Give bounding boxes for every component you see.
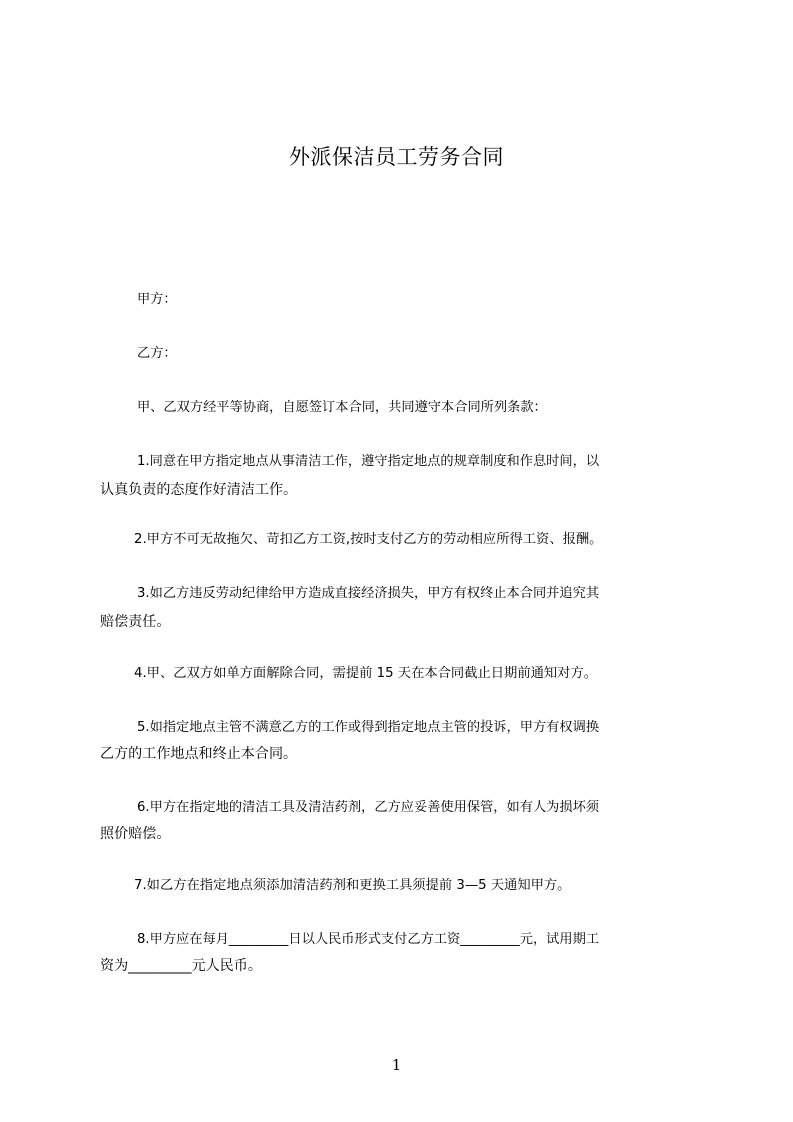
clause-6-line-1: 6.甲方在指定地的清洁工具及清洁药剂，乙方应妥善使用保管，如有人为损坏须 — [137, 800, 600, 815]
clause-5-line-1: 5.如指定地点主管不满意乙方的工作或得到指定地点主管的投诉，甲方有权调换 — [137, 720, 600, 735]
preamble-text: 甲、乙双方经平等协商，自愿签订本合同，共同遵守本合同所列条款： — [137, 400, 547, 415]
clause-1-line-1: 1.同意在甲方指定地点从事清洁工作，遵守指定地点的规章制度和作息时间，以 — [137, 454, 600, 469]
clause-3-line-2: 赔偿责任。 — [100, 614, 171, 630]
clause-8-line-2: 资为_________元人民币。 — [100, 958, 262, 974]
party-a-label: 甲方： — [137, 292, 177, 307]
clause-8-line-1: 8.甲方应在每月_________日以人民币形式支付乙方工资_________元，试用期工 — [137, 932, 600, 947]
document-title: 外派保洁员工劳务合同 — [289, 145, 504, 169]
party-b-label: 乙方： — [137, 346, 177, 361]
clause-7-line-1: 7.如乙方在指定地点须添加清洁药剂和更换工具须提前 3—5 天通知甲方。 — [134, 878, 571, 893]
clause-5-line-2: 乙方的工作地点和终止本合同。 — [100, 746, 298, 762]
clause-4-line-1: 4.甲、乙双方如单方面解除合同，需提前 15 天在本合同截止日期前通知对方。 — [134, 666, 598, 681]
clause-2-line-1: 2.甲方不可无故拖欠、苛扣乙方工资,按时支付乙方的劳动相应所得工资、报酬。 — [134, 532, 603, 547]
clause-1-line-2: 认真负责的态度作好清洁工作。 — [100, 482, 298, 498]
page-number: 1 — [391, 1056, 402, 1074]
clause-6-line-2: 照价赔偿。 — [100, 826, 171, 842]
clause-3-line-1: 3.如乙方违反劳动纪律给甲方造成直接经济损失，甲方有权终止本合同并追究其 — [137, 586, 600, 601]
